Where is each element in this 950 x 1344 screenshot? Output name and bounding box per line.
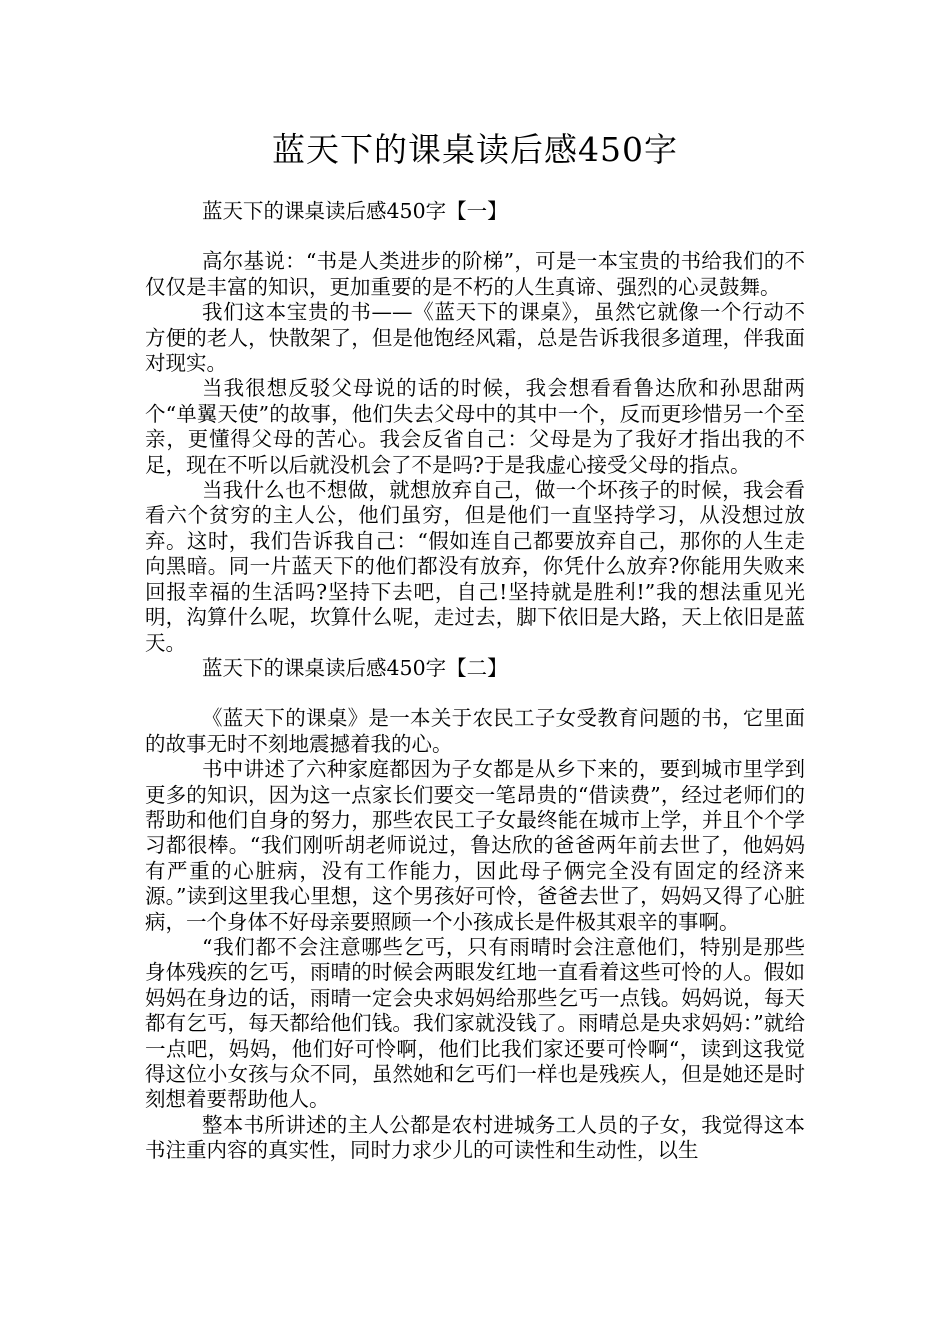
- paragraph: 整本书所讲述的主人公都是农村进城务工人员的子女，我觉得这本书注重内容的真实性，同时力求少儿的可读性和生动性，以生: [145, 1112, 805, 1163]
- paragraph: 当我很想反驳父母说的话的时候，我会想看看鲁达欣和孙思甜两个“单翼天使”的故事，他们失去父母中的其中一个，反而更珍惜另一个至亲，更懂得父母的苦心。我会反省自己：父母是为了我好才指出我的不足，现在不听以后就没机会了不是吗?于是我虚心接受父母的指点。: [145, 376, 805, 477]
- section-1-heading: 蓝天下的课桌读后感450字【一】: [202, 199, 508, 223]
- paragraph: 《蓝天下的课桌》是一本关于农民工子女受教育问题的书，它里面的故事无时不刻地震撼着我的心。: [145, 706, 805, 756]
- paragraph: 我们这本宝贵的书——《蓝天下的课桌》，虽然它就像一个行动不方便的老人，快散架了，但是他饱经风霜，总是告诉我很多道理，伴我面对现实。: [145, 300, 805, 376]
- paragraph: 当我什么也不想做，就想放弃自己，做一个坏孩子的时候，我会看看六个贫穷的主人公，他们虽穷，但是他们一直坚持学习，从没想过放弃。这时，我们告诉我自己：“假如连自己都要放弃自己，那你的人生走向黑暗。同一片蓝天下的他们都没有放弃，你凭什么放弃?你能用失败来回报幸福的生活吗?坚持下去吧，自己!坚持就是胜利!”我的想法重见光明，沟算什么呢，坎算什么呢，走过去，脚下依旧是大路，天上依旧是蓝天。: [145, 478, 805, 655]
- paragraph: 书中讲述了六种家庭都因为子女都是从乡下来的，要到城市里学到更多的知识，因为这一点家长们要交一笔昂贵的“借读费”，经过老师们的帮助和他们自身的努力，那些农民工子女最终能在城市上学，并且个个学习都很棒。“我们刚听胡老师说过，鲁达欣的爸爸两年前去世了，他妈妈有严重的心脏病，没有工作能力，因此母子俩完全没有固定的经济来源。”读到这里我心里想，这个男孩好可怜，爸爸去世了，妈妈又得了心脏病，一个身体不好母亲要照顾一个小孩成长是件极其艰辛的事啊。: [145, 757, 805, 934]
- paragraph: 高尔基说：“书是人类进步的阶梯”，可是一本宝贵的书给我们的不仅仅是丰富的知识，更加重要的是不朽的人生真谛、强烈的心灵鼓舞。: [145, 249, 805, 299]
- spacer: [145, 681, 805, 706]
- spacer: [145, 224, 805, 249]
- document-body: [145, 199, 805, 1164]
- document-title: 蓝天下的课桌读后感450字: [272, 130, 678, 169]
- section-2-heading: 蓝天下的课桌读后感450字【二】: [202, 655, 508, 680]
- paragraph: “我们都不会注意哪些乞丐，只有雨晴时会注意他们，特别是那些身体残疾的乞丐，雨晴的时候会两眼发红地一直看着这些可怜的人。假如妈妈在身边的话，雨晴一定会央求妈妈给那些乞丐一点钱。妈妈说，每天都有乞丐，每天都给他们钱。我们家就没钱了。雨晴总是央求妈妈：”就给一点吧，妈妈，他们好可怜啊，他们比我们家还要可怜啊“，读到这我觉得这位小女孩与众不同，虽然她和乞丐们一样也是残疾人，但是她还是时刻想着要帮助他人。: [145, 934, 805, 1112]
